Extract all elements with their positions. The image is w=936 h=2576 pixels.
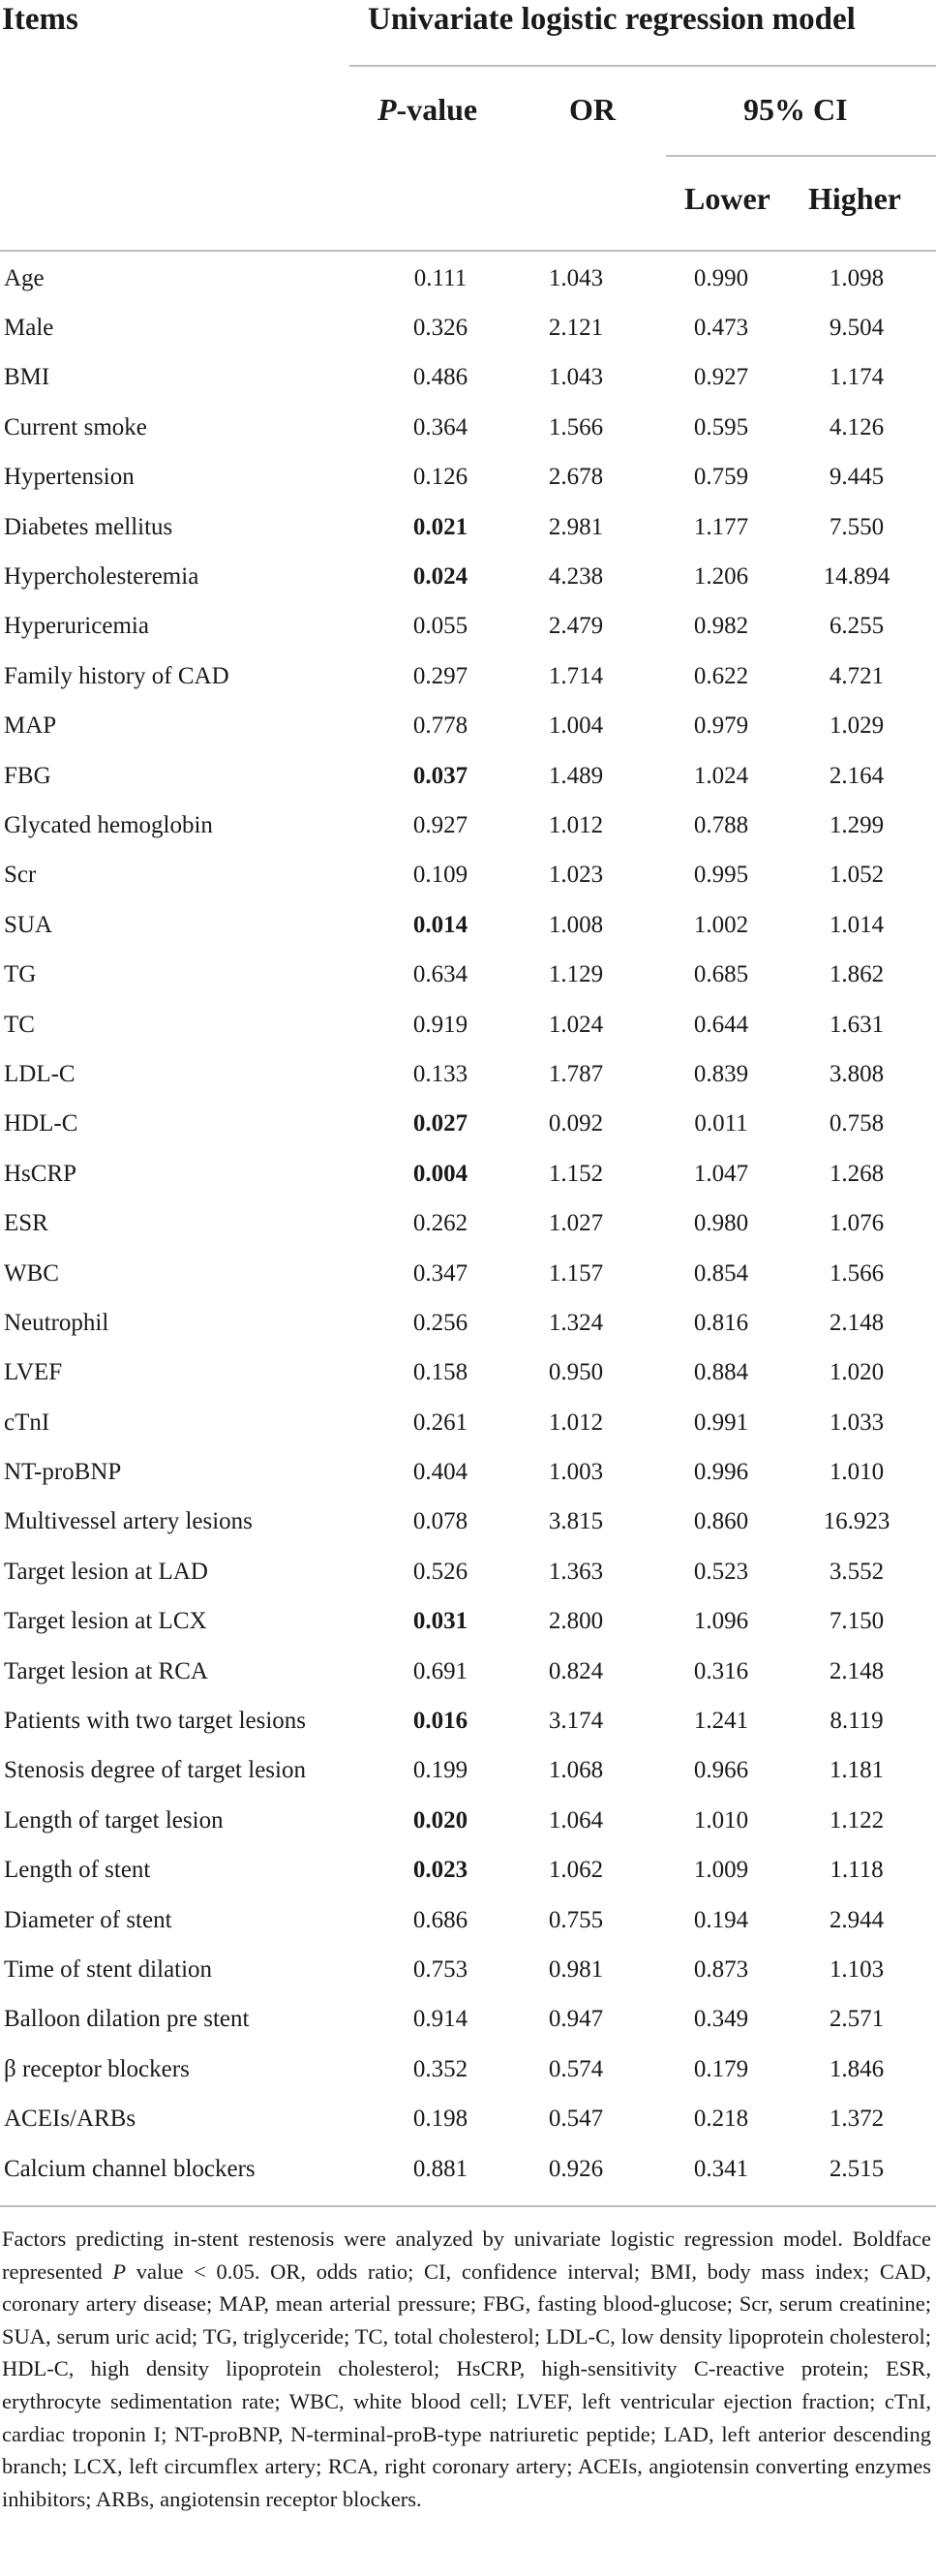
row-p-value: 0.055 — [412, 613, 468, 640]
footnote-part1: Factors predicting in-stent restenosis were analyzed by univariate logistic regression model. Boldface represented — [2, 2227, 931, 2284]
row-item-label: WBC — [4, 1259, 59, 1287]
table-body — [0, 254, 936, 2194]
row-ci-lower: 0.996 — [693, 1459, 749, 1486]
lower-column-header: Lower — [684, 181, 770, 216]
row-item-label: MAP — [4, 712, 57, 740]
row-ci-higher: 8.119 — [830, 1708, 884, 1735]
table-header — [0, 0, 936, 261]
row-ci-higher: 4.126 — [829, 413, 885, 440]
row-item-label: Target lesion at LCX — [4, 1608, 207, 1635]
table-row — [0, 1796, 936, 1845]
row-ci-lower: 1.010 — [693, 1806, 749, 1834]
row-odds-ratio: 1.012 — [548, 811, 604, 838]
row-ci-lower: 0.982 — [693, 613, 749, 640]
row-item-label: Stenosis degree of target lesion — [4, 1757, 306, 1784]
table-row — [0, 1995, 936, 2045]
row-ci-lower: 0.816 — [693, 1309, 749, 1336]
row-ci-lower: 0.854 — [693, 1259, 749, 1287]
higher-column-header: Higher — [808, 181, 901, 216]
row-item-label: HDL-C — [4, 1110, 78, 1137]
row-ci-higher: 1.052 — [829, 862, 885, 889]
row-p-value: 0.158 — [412, 1359, 468, 1386]
row-item-label: Hypercholesteremia — [4, 563, 199, 591]
table-row — [0, 2144, 936, 2194]
row-ci-lower: 1.206 — [693, 563, 749, 591]
row-p-value: 0.753 — [412, 1955, 468, 1983]
row-p-value: 0.014 — [412, 911, 468, 938]
row-ci-higher: 1.566 — [829, 1259, 885, 1287]
table-row — [0, 751, 936, 801]
row-p-value: 0.078 — [412, 1508, 468, 1535]
row-odds-ratio: 1.489 — [548, 762, 604, 789]
row-ci-higher: 7.150 — [829, 1608, 885, 1635]
row-ci-higher: 1.174 — [829, 364, 885, 391]
row-ci-higher: 1.020 — [829, 1359, 885, 1386]
row-ci-lower: 0.685 — [693, 961, 749, 988]
row-p-value: 0.686 — [412, 1906, 468, 1933]
table-row — [0, 950, 936, 999]
row-odds-ratio: 1.714 — [548, 662, 604, 689]
ci-group-header: 95% CI — [743, 92, 848, 127]
row-item-label: ACEIs/ARBs — [4, 2106, 136, 2133]
row-odds-ratio: 1.324 — [548, 1309, 604, 1336]
row-ci-higher: 2.148 — [829, 1657, 885, 1684]
row-odds-ratio: 2.981 — [548, 513, 604, 540]
row-item-label: LVEF — [4, 1359, 63, 1386]
row-odds-ratio: 2.800 — [548, 1608, 604, 1635]
table-row — [0, 2045, 936, 2094]
table-row — [0, 1100, 936, 1149]
table-row — [0, 851, 936, 900]
table-row — [0, 1945, 936, 1994]
row-ci-lower: 1.096 — [693, 1608, 749, 1635]
row-ci-higher: 9.504 — [829, 315, 885, 342]
row-ci-higher: 1.846 — [829, 2055, 885, 2082]
row-ci-lower: 0.759 — [693, 464, 749, 491]
row-odds-ratio: 2.678 — [548, 464, 604, 491]
row-p-value: 0.526 — [412, 1558, 468, 1585]
table-row — [0, 652, 936, 701]
row-ci-lower: 0.349 — [693, 2006, 749, 2033]
row-ci-lower: 0.473 — [693, 315, 749, 342]
row-ci-lower: 0.884 — [693, 1359, 749, 1386]
row-ci-lower: 0.966 — [693, 1757, 749, 1784]
row-item-label: BMI — [4, 364, 50, 391]
row-p-value: 0.126 — [412, 464, 468, 491]
row-item-label: ESR — [4, 1210, 48, 1237]
row-ci-higher: 1.098 — [829, 264, 885, 291]
row-item-label: HsCRP — [4, 1160, 77, 1187]
row-p-value: 0.109 — [412, 862, 468, 889]
p-suffix-label: -value — [396, 92, 478, 127]
table-row — [0, 1746, 936, 1796]
row-odds-ratio: 1.027 — [548, 1210, 604, 1237]
model-group-header: Univariate logistic regression model — [368, 2, 856, 37]
row-p-value: 0.133 — [412, 1060, 468, 1087]
table-row — [0, 2094, 936, 2143]
row-p-value: 0.404 — [412, 1459, 468, 1486]
row-p-value: 0.352 — [412, 2055, 468, 2082]
row-ci-lower: 0.839 — [693, 1060, 749, 1087]
row-p-value: 0.881 — [412, 2155, 468, 2182]
row-item-label: Diabetes mellitus — [4, 513, 173, 540]
row-odds-ratio: 1.787 — [548, 1060, 604, 1087]
row-p-value: 0.347 — [412, 1259, 468, 1287]
row-item-label: Diameter of stent — [4, 1906, 172, 1933]
table-row — [0, 403, 936, 452]
row-ci-higher: 9.445 — [829, 464, 885, 491]
row-item-label: Current smoke — [4, 413, 147, 440]
row-ci-higher: 1.268 — [829, 1160, 885, 1187]
p-italic-label: P — [377, 92, 397, 127]
row-item-label: Neutrophil — [4, 1309, 109, 1336]
row-p-value: 0.261 — [412, 1409, 468, 1436]
table-row — [0, 1398, 936, 1447]
row-item-label: FBG — [4, 762, 51, 789]
row-p-value: 0.024 — [412, 563, 468, 591]
row-p-value: 0.326 — [412, 315, 468, 342]
row-ci-higher: 2.148 — [829, 1309, 885, 1336]
row-odds-ratio: 1.012 — [548, 1409, 604, 1436]
row-ci-lower: 1.009 — [693, 1857, 749, 1884]
row-item-label: Target lesion at RCA — [4, 1657, 208, 1684]
row-odds-ratio: 1.064 — [548, 1806, 604, 1834]
row-item-label: Scr — [4, 862, 37, 889]
row-ci-higher: 1.103 — [829, 1955, 885, 1983]
row-item-label: TC — [4, 1011, 35, 1038]
row-ci-lower: 0.316 — [693, 1657, 749, 1684]
table-row — [0, 502, 936, 552]
row-p-value: 0.031 — [412, 1608, 468, 1635]
row-ci-lower: 0.011 — [694, 1110, 748, 1137]
row-p-value: 0.634 — [412, 961, 468, 988]
row-odds-ratio: 2.479 — [548, 613, 604, 640]
footnote-part2: value < 0.05. OR, odds ratio; CI, confidence interval; BMI, body mass index; CAD, coronary artery disease; MAP, mean arterial pressure; FBG, fasting blood-glucose; Scr, serum creatinine; SUA, serum uric acid; TG, triglyceride; TC, total cholesterol; LDL-C, low density lipoprotein cholesterol; HDL-C, high density lipoprotein cholesterol; HsCRP, high-sensitivity C-reactive protein; ESR, erythrocyte sedimentation rate; WBC, white blood cell; LVEF, left ventricular ejection fraction; cTnI, cardiac troponin I; NT-proBNP, N-terminal-proB-type natriuretic peptide; LAD, left anterior descending branch; LCX, left circumflex artery; RCA, right coronary artery; ACEIs, angiotensin converting enzymes inhibitors; ARBs, angiotensin receptor blockers. — [2, 2258, 931, 2511]
row-p-value: 0.111 — [413, 264, 468, 291]
row-ci-lower: 0.341 — [693, 2155, 749, 2182]
table-row — [0, 602, 936, 652]
row-p-value: 0.914 — [412, 2006, 468, 2033]
row-p-value: 0.927 — [412, 811, 468, 838]
row-ci-higher: 3.808 — [829, 1060, 885, 1087]
row-ci-higher: 7.550 — [829, 513, 885, 540]
row-item-label: Age — [4, 264, 45, 291]
table-bottom-rule — [0, 2205, 936, 2207]
table-row — [0, 353, 936, 403]
row-item-label: Patients with two target lesions — [4, 1708, 307, 1735]
row-ci-higher: 2.515 — [829, 2155, 885, 2182]
row-odds-ratio: 0.574 — [548, 2055, 604, 2082]
row-p-value: 0.691 — [412, 1657, 468, 1684]
row-ci-lower: 0.644 — [693, 1011, 749, 1038]
row-ci-lower: 0.622 — [693, 662, 749, 689]
table-row — [0, 1049, 936, 1099]
row-ci-higher: 16.923 — [823, 1508, 891, 1535]
row-ci-higher: 2.571 — [829, 2006, 885, 2033]
row-odds-ratio: 3.815 — [548, 1508, 604, 1535]
row-item-label: Multivessel artery lesions — [4, 1508, 253, 1535]
row-odds-ratio: 0.981 — [548, 1955, 604, 1983]
row-ci-higher: 1.014 — [829, 911, 885, 938]
row-p-value: 0.020 — [412, 1806, 468, 1834]
row-ci-higher: 1.631 — [829, 1011, 885, 1038]
row-odds-ratio: 1.043 — [548, 264, 604, 291]
row-odds-ratio: 1.023 — [548, 862, 604, 889]
table-row — [0, 552, 936, 601]
row-p-value: 0.262 — [412, 1210, 468, 1237]
row-ci-lower: 0.860 — [693, 1508, 749, 1535]
row-item-label: Target lesion at LAD — [4, 1558, 208, 1585]
row-ci-higher: 0.758 — [829, 1110, 885, 1137]
table-row — [0, 801, 936, 850]
row-p-value: 0.027 — [412, 1110, 468, 1137]
row-p-value: 0.016 — [412, 1708, 468, 1735]
row-ci-lower: 0.873 — [693, 1955, 749, 1983]
row-odds-ratio: 1.024 — [548, 1011, 604, 1038]
row-ci-higher: 1.076 — [829, 1210, 885, 1237]
table-row — [0, 1349, 936, 1398]
row-ci-lower: 0.788 — [693, 811, 749, 838]
table-row — [0, 1547, 936, 1596]
row-ci-lower: 0.980 — [693, 1210, 749, 1237]
row-odds-ratio: 2.121 — [548, 315, 604, 342]
row-item-label: LDL-C — [4, 1060, 75, 1087]
row-ci-higher: 1.029 — [829, 712, 885, 740]
row-p-value: 0.037 — [412, 762, 468, 789]
row-ci-higher: 1.010 — [829, 1459, 885, 1486]
row-item-label: Length of stent — [4, 1857, 151, 1884]
row-ci-lower: 0.995 — [693, 862, 749, 889]
row-ci-lower: 0.523 — [693, 1558, 749, 1585]
row-ci-higher: 1.299 — [829, 811, 885, 838]
model-header-rule — [349, 65, 936, 67]
row-ci-lower: 0.179 — [693, 2055, 749, 2082]
table-footnote — [2, 2223, 931, 2515]
row-p-value: 0.486 — [412, 364, 468, 391]
table-row — [0, 1198, 936, 1248]
row-item-label: Hypertension — [4, 464, 135, 491]
row-odds-ratio: 0.947 — [548, 2006, 604, 2033]
row-ci-higher: 14.894 — [823, 563, 891, 591]
table-row — [0, 1000, 936, 1049]
row-ci-higher: 1.181 — [829, 1757, 885, 1784]
table-row — [0, 1249, 936, 1298]
row-ci-lower: 1.002 — [693, 911, 749, 938]
row-odds-ratio: 1.566 — [548, 413, 604, 440]
table-row — [0, 1696, 936, 1745]
row-p-value: 0.919 — [412, 1011, 468, 1038]
row-ci-higher: 3.552 — [829, 1558, 885, 1585]
table-row — [0, 1647, 936, 1696]
row-ci-lower: 0.194 — [693, 1906, 749, 1933]
row-odds-ratio: 0.092 — [548, 1110, 604, 1137]
row-odds-ratio: 1.008 — [548, 911, 604, 938]
row-p-value: 0.023 — [412, 1857, 468, 1884]
row-odds-ratio: 1.157 — [548, 1259, 604, 1287]
row-item-label: β receptor blockers — [4, 2055, 190, 2082]
row-ci-lower: 1.177 — [693, 513, 749, 540]
row-ci-lower: 1.047 — [693, 1160, 749, 1187]
row-ci-lower: 0.979 — [693, 712, 749, 740]
row-odds-ratio: 1.363 — [548, 1558, 604, 1585]
footnote-p-italic: P — [112, 2258, 127, 2284]
row-ci-higher: 1.122 — [829, 1806, 885, 1834]
ci-header-rule — [666, 155, 936, 157]
row-item-label: cTnI — [4, 1409, 50, 1436]
row-item-label: NT-proBNP — [4, 1459, 122, 1486]
row-odds-ratio: 0.755 — [548, 1906, 604, 1933]
table-row — [0, 453, 936, 502]
row-item-label: Family history of CAD — [4, 662, 229, 689]
row-item-label: Male — [4, 315, 54, 342]
row-item-label: Hyperuricemia — [4, 613, 149, 640]
row-p-value: 0.199 — [412, 1757, 468, 1784]
row-ci-lower: 0.991 — [693, 1409, 749, 1436]
row-odds-ratio: 1.004 — [548, 712, 604, 740]
table-row — [0, 1498, 936, 1547]
table-row — [0, 1298, 936, 1348]
row-ci-lower: 0.927 — [693, 364, 749, 391]
row-odds-ratio: 4.238 — [548, 563, 604, 591]
table-row — [0, 1846, 936, 1895]
row-ci-lower: 1.241 — [693, 1708, 749, 1735]
row-ci-lower: 0.990 — [693, 264, 749, 291]
row-ci-higher: 2.164 — [829, 762, 885, 789]
row-item-label: Glycated hemoglobin — [4, 811, 213, 838]
row-odds-ratio: 0.950 — [548, 1359, 604, 1386]
row-ci-lower: 0.595 — [693, 413, 749, 440]
row-item-label: Time of stent dilation — [4, 1955, 213, 1983]
row-odds-ratio: 1.043 — [548, 364, 604, 391]
row-item-label: TG — [4, 961, 37, 988]
table-row — [0, 303, 936, 352]
row-p-value: 0.021 — [412, 513, 468, 540]
header-bottom-rule — [0, 250, 936, 252]
p-value-column-header — [377, 92, 477, 128]
row-ci-higher: 2.944 — [829, 1906, 885, 1933]
row-ci-higher: 1.862 — [829, 961, 885, 988]
row-odds-ratio: 1.068 — [548, 1757, 604, 1784]
row-odds-ratio: 3.174 — [548, 1708, 604, 1735]
row-ci-higher: 4.721 — [829, 662, 885, 689]
row-ci-lower: 1.024 — [693, 762, 749, 789]
row-odds-ratio: 1.062 — [548, 1857, 604, 1884]
or-column-header: OR — [569, 92, 616, 127]
row-item-label: SUA — [4, 911, 53, 938]
row-item-label: Balloon dilation pre stent — [4, 2006, 250, 2033]
row-ci-higher: 1.118 — [830, 1857, 884, 1884]
row-item-label: Length of target lesion — [4, 1806, 224, 1834]
row-p-value: 0.198 — [412, 2106, 468, 2133]
row-item-label: Calcium channel blockers — [4, 2155, 256, 2182]
table-row — [0, 900, 936, 950]
row-odds-ratio: 1.152 — [548, 1160, 604, 1187]
row-odds-ratio: 1.129 — [548, 961, 604, 988]
row-p-value: 0.297 — [412, 662, 468, 689]
table-row — [0, 1895, 936, 1945]
row-ci-lower: 0.218 — [693, 2106, 749, 2133]
row-odds-ratio: 0.547 — [548, 2106, 604, 2133]
row-p-value: 0.778 — [412, 712, 468, 740]
row-p-value: 0.004 — [412, 1160, 468, 1187]
row-ci-higher: 1.033 — [829, 1409, 885, 1436]
row-odds-ratio: 1.003 — [548, 1459, 604, 1486]
items-column-header: Items — [2, 2, 78, 37]
table-row — [0, 254, 936, 303]
row-ci-higher: 1.372 — [829, 2106, 885, 2133]
row-p-value: 0.364 — [412, 413, 468, 440]
row-p-value: 0.256 — [412, 1309, 468, 1336]
table-row — [0, 702, 936, 751]
row-ci-higher: 6.255 — [829, 613, 885, 640]
table-row — [0, 1597, 936, 1647]
row-odds-ratio: 0.824 — [548, 1657, 604, 1684]
table-row — [0, 1149, 936, 1198]
row-odds-ratio: 0.926 — [548, 2155, 604, 2182]
table-row — [0, 1447, 936, 1497]
